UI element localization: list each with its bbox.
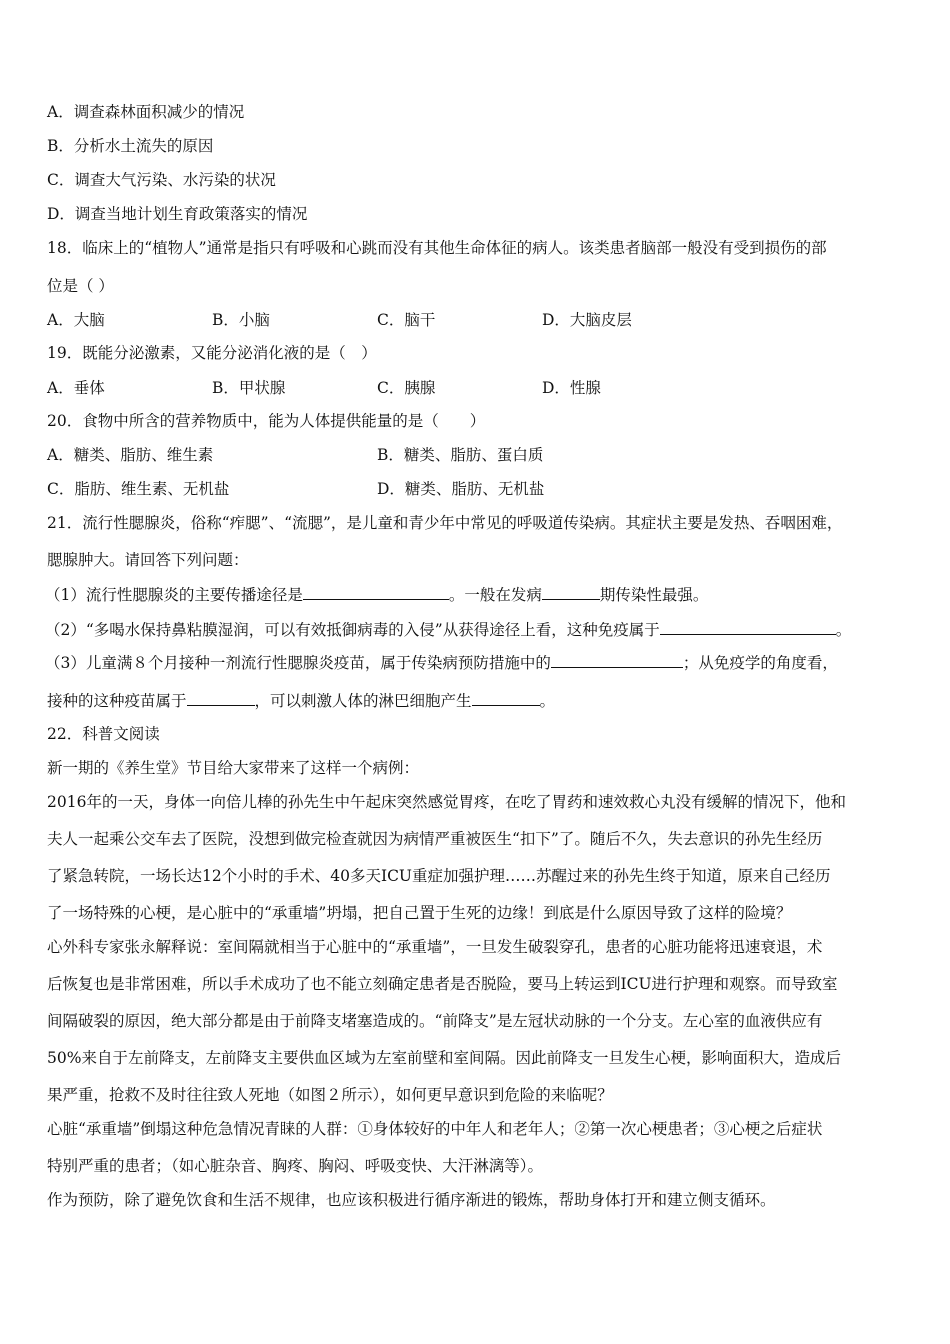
q19-option-d: D．性腺 xyxy=(542,379,601,397)
q20-option-b: B．糖类、脂肪、蛋白质 xyxy=(377,446,544,464)
q21-part3 xyxy=(45,652,838,673)
q21-part3-text: （3）儿童满８个月接种一剂流行性腮腺炎疫苗，属于传染病预防措施中的 xyxy=(45,654,551,672)
answer-blank[interactable] xyxy=(542,584,600,600)
q21-part2 xyxy=(45,619,851,640)
q22-paragraph-line: 间隔破裂的原因，绝大部分都是由于前降支堵塞造成的。“前降支”是左冠状动脉的一个分支。左心室的血液供应有 xyxy=(47,1012,823,1030)
answer-blank[interactable] xyxy=(187,690,255,706)
q22-paragraph-line: 特别严重的患者；（如心脏杂音、胸疼、胸闷、呼吸变快、大汗淋漓等）。 xyxy=(47,1157,544,1175)
q22-paragraph-line: 新一期的《养生堂》节目给大家带来了这样一个病例： xyxy=(47,759,420,777)
q21-part1-text: （1）流行性腮腺炎的主要传播途径是 xyxy=(45,586,303,604)
q21-part2-text: （2）“多喝水保持鼻粘膜湿润，可以有效抵御病毒的入侵”从获得途径上看，这种免疫属于 xyxy=(45,621,660,639)
q21-part1-text3: 期传染性最强。 xyxy=(599,586,709,604)
q18-stem-line1: 18．临床上的“植物人”通常是指只有呼吸和心跳而没有其他生命体征的病人。该类患者脑部一般没有受到损伤的部 xyxy=(47,239,827,257)
q21-part3-end: 。 xyxy=(539,692,556,710)
q21-part3-text2: ；从免疫学的角度看， xyxy=(682,654,838,672)
answer-blank[interactable] xyxy=(660,619,836,635)
q22-paragraph-line: 心脏“承重墙”倒塌这种危急情况青睐的人群：①身体较好的中年人和老年人；②第一次心梗患者；③心梗之后症状 xyxy=(47,1120,823,1138)
q22-paragraph-line: 2016年的一天，身体一向倍儿棒的孙先生中午起床突然感觉胃疼，在吃了胃药和速效救心丸没有缓解的情况下，他和 xyxy=(47,793,846,811)
q22-paragraph-line: 果严重，抢救不及时往往致人死地（如图２所示），如何更早意识到危险的来临呢？ xyxy=(47,1086,613,1104)
q18-stem-line2: 位是（ ） xyxy=(47,277,114,295)
q20-option-d: D．糖类、脂肪、无机盐 xyxy=(377,480,545,498)
q22-paragraph-line: 50%来自于左前降支，左前降支主要供血区域为左室前壁和室间隔。因此前降支一旦发生心梗，影响面积大，造成后 xyxy=(47,1049,841,1067)
q22-paragraph-line: 后恢复也是非常困难，所以手术成功了也不能立刻确定患者是否脱险，要马上转运到ICU进行护理和观察。而导致室 xyxy=(47,975,838,993)
q19-option-a: A．垂体 xyxy=(47,379,105,397)
q19-stem: 19．既能分泌激素，又能分泌消化液的是（ ） xyxy=(47,344,377,362)
q21-part1-text2: 。一般在发病 xyxy=(448,586,542,604)
q17-option-c: C．调查大气污染、水污染的状况 xyxy=(47,171,276,189)
q21-part2-end: 。 xyxy=(835,621,852,639)
q18-option-d: D．大脑皮层 xyxy=(542,311,632,329)
q20-option-c: C．脂肪、维生素、无机盐 xyxy=(47,480,230,498)
q20-stem: 20．食物中所含的营养物质中，能为人体提供能量的是（ ） xyxy=(47,412,486,430)
q22-paragraph-line: 心外科专家张永解释说：室间隔就相当于心脏中的“承重墙”，一旦发生破裂穿孔，患者的心脏功能将迅速衰退，术 xyxy=(47,938,823,956)
q21-part1 xyxy=(45,584,708,605)
q17-option-a: A．调查森林面积减少的情况 xyxy=(47,103,245,121)
q22-paragraph-line: 作为预防，除了避免饮食和生活不规律，也应该积极进行循序渐进的锻炼，帮助身体打开和建立侧支循环。 xyxy=(47,1191,776,1209)
q21-part3-text3: 接种的这种疫苗属于 xyxy=(47,692,187,710)
q20-option-a: A．糖类、脂肪、维生素 xyxy=(47,446,214,464)
q18-option-c: C．脑干 xyxy=(377,311,436,329)
answer-blank[interactable] xyxy=(303,584,449,600)
q22-title: 22．科普文阅读 xyxy=(47,725,160,743)
answer-blank[interactable] xyxy=(551,652,683,668)
q18-option-b: B．小脑 xyxy=(212,311,270,329)
q17-option-b: B．分析水土流失的原因 xyxy=(47,137,214,155)
q17-option-d: D．调查当地计划生育政策落实的情况 xyxy=(47,205,308,223)
q21-stem-line2: 腮腺肿大。请回答下列问题： xyxy=(47,551,249,569)
q21-part3-cont xyxy=(47,690,555,711)
q22-paragraph-line: 了紧急转院，一场长达12个小时的手术、40多天ICU重症加强护理……苏醒过来的孙先生终于知道，原来自己经历 xyxy=(47,867,831,885)
q19-option-c: C．胰腺 xyxy=(377,379,436,397)
q21-stem-line1: 21．流行性腮腺炎，俗称“痄腮”、“流腮”，是儿童和青少年中常见的呼吸道传染病。其症状主要是发热、吞咽困难， xyxy=(47,514,843,532)
q22-paragraph-line: 了一场特殊的心梗，是心脏中的“承重墙”坍塌，把自己置于生死的边缘！到底是什么原因导致了这样的险境？ xyxy=(47,904,792,922)
q19-option-b: B．甲状腺 xyxy=(212,379,286,397)
q21-part3-text4: ，可以刺激人体的淋巴细胞产生 xyxy=(254,692,472,710)
q18-option-a: A．大脑 xyxy=(47,311,105,329)
answer-blank[interactable] xyxy=(472,690,540,706)
q22-paragraph-line: 夫人一起乘公交车去了医院，没想到做完检查就因为病情严重被医生“扣下”了。随后不久，失去意识的孙先生经历 xyxy=(47,830,823,848)
